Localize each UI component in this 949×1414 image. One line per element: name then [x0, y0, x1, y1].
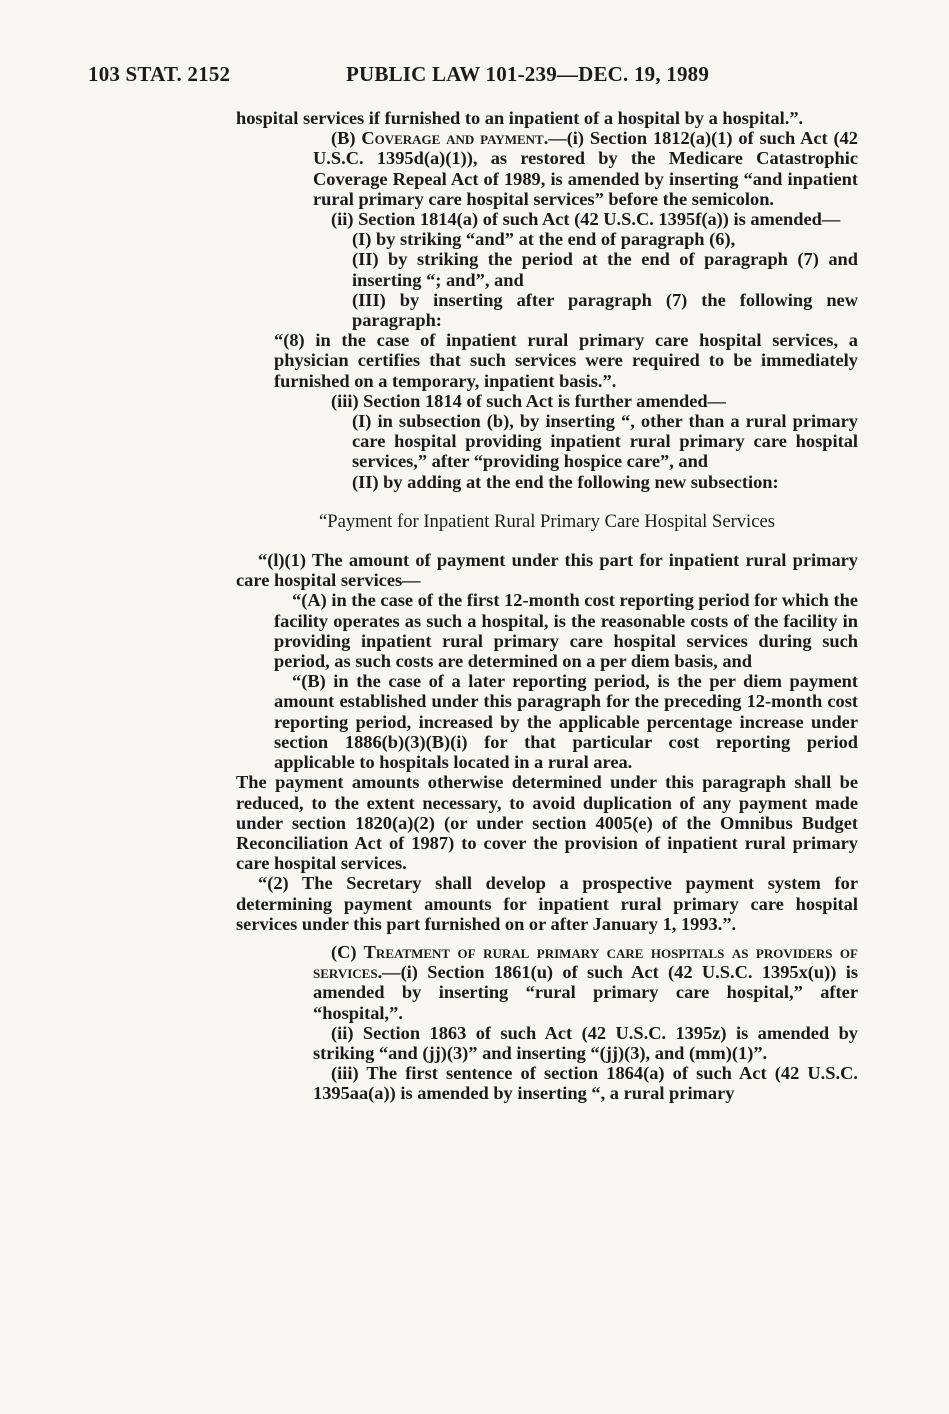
clause-c-iii: (iii) The first sentence of section 1864(a) of such Act (42 U.S.C. 1395aa(a)) is amended by inserting “, a rural primary [313, 1063, 858, 1104]
subparagraph-b-text: —(i) Section 1812(a)(1) of such Act (42 U.S.C. 1395d(a)(1)), as restored by the Medicare Catastrophic Coverage Repeal Act of 1989, is amended by inserting “and inpatient rural primary care hospital services” before the semicolon. [313, 128, 858, 209]
subparagraph-b [313, 128, 858, 209]
subparagraph-c-heading: (C) Treatment of rural primary care hospitals as providers of services. [313, 941, 858, 983]
statute-body [236, 108, 858, 1104]
subclause-b-ii-I: (I) by striking “and” at the end of paragraph (6), [352, 229, 736, 250]
clause-b-ii: (ii) Section 1814(a) of such Act (42 U.S.C. 1395f(a)) is amended— [331, 209, 841, 230]
paragraph-l-1-flush: The payment amounts otherwise determined under this paragraph shall be reduced, to the extent necessary, to avoid duplication of any payment made under section 1820(a)(2) (or under section 4005(e) of the Omnibus Budget Reconciliation Act of 1987) to cover the provision of inpatient rural primary care hospital services. [236, 772, 858, 874]
subparagraph-l-1-A: “(A) in the case of the first 12-month cost reporting period for which the facility operates as such a hospital, is the reasonable costs of the facility in providing inpatient rural primary care hospital services during such period, as such costs are determined on a per diem basis, and [274, 590, 858, 672]
subparagraph-b-heading: (B) Coverage and payment. [331, 128, 549, 149]
clause-b-iii: (iii) Section 1814 of such Act is further amended— [331, 390, 727, 411]
subclause-b-iii-II: (II) by adding at the end the following new subsection: [352, 471, 779, 492]
paragraph-l-2: “(2) The Secretary shall develop a prospective payment system for determining payment amounts for inpatient rural primary care hospital services under this part furnished on or after January 1, 1993.”. [236, 873, 858, 934]
subparagraph-l-1-B: “(B) in the case of a later reporting period, is the per diem payment amount established under this paragraph for the preceding 12-month cost reporting period, increased by the applicable percentage increase under section 1886(b)(3)(B)(i) for that particular cost reporting period applicable to hospitals located in a rural area. [274, 671, 858, 773]
subparagraph-c-text: —(i) Section 1861(u) of such Act (42 U.S.C. 1395x(u)) is amended by inserting “rural primary care hospital,” after “hospital,”. [313, 962, 858, 1023]
quoted-paragraph-8: “(8) in the case of inpatient rural primary care hospital services, a physician certifies that such services were required to be immediately furnished on a temporary, inpatient basis.”. [274, 330, 858, 391]
subclause-b-iii-I: (I) in subsection (b), by inserting “, other than a rural primary care hospital providing inpatient rural primary care hospital services,” after “providing hospice care”, and [352, 411, 858, 472]
paragraph-l-1: “(l)(1) The amount of payment under this part for inpatient rural primary care hospital services— [236, 550, 858, 591]
statute-citation: 103 STAT. 2152 [88, 62, 231, 86]
subclause-b-ii-III: (III) by inserting after paragraph (7) the following new paragraph: [352, 289, 858, 331]
paragraph-continuation: hospital services if furnished to an inpatient of a hospital by a hospital.”. [236, 108, 804, 128]
subclause-b-ii-II: (II) by striking the period at the end of paragraph (7) and inserting “; and”, and [352, 249, 858, 290]
law-title-date: PUBLIC LAW 101-239—DEC. 19, 1989 [346, 62, 710, 86]
clause-c-ii: (ii) Section 1863 of such Act (42 U.S.C. 1395z) is amended by striking “and (jj)(3)” and inserting “(jj)(3), and (mm)(1)”. [313, 1022, 858, 1063]
subparagraph-c [313, 942, 858, 1023]
subsection-heading: “Payment for Inpatient Rural Primary Care Hospital Services [319, 510, 775, 532]
